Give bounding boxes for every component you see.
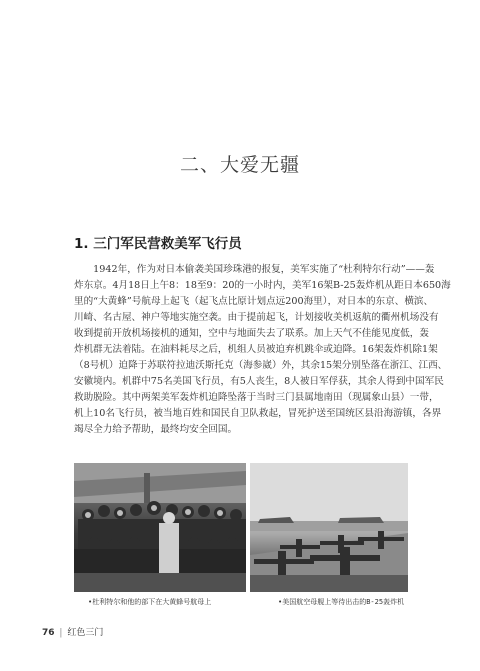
book-title: 红色三门	[67, 628, 104, 638]
body-line: 炸机群无法着陆。在油料耗尽之后，机组人员被迫弃机跳伞或迫降。16架轰炸机除1架	[74, 344, 438, 355]
body-line: （8号机）迫降于苏联符拉迪沃斯托克（海参崴）外，其余15架分别坠落在浙江、江西、	[74, 360, 448, 371]
chapter-title: 二、大爱无疆	[179, 154, 300, 176]
body-line: 1942年，作为对日本偷袭美国珍珠港的报复，美军实施了“杜利特尔行动”——轰	[74, 264, 435, 275]
body-line: 川崎、名古屋、神户等地实施空袭。由于提前起飞，计划接收美机返航的衢州机场没有	[74, 312, 439, 323]
body-line: 里的“大黄蜂”号航母上起飞（起飞点比原计划点远200海里），对日本的东京、横滨、	[74, 296, 434, 307]
body-line: 炸东京。4月18日上午8：18至9：20的一小时内，美军16架B-25轰炸机从距日本650海	[74, 280, 451, 291]
section-title: 1. 三门军民营救美军飞行员	[74, 236, 242, 252]
body-line: 机上10名飞行员，被当地百姓和国民自卫队救起，冒死护送至国统区县沿海游镇，各界	[74, 408, 442, 419]
body-line: 竭尽全力给予帮助，最终均安全回国。	[74, 424, 238, 435]
caption-left: •杜利特尔和他的部下在大黄蜂号航母上	[88, 598, 212, 606]
caption-right: •美国航空母舰上等待出击的B-25轰炸机	[278, 598, 405, 606]
carrier-photo-illustration	[250, 463, 408, 592]
body-line: 救助脱险。其中两架美军轰炸机迫降坠落于当时三门县属地南田（现属象山县）一带，	[74, 392, 439, 403]
crew-photo-illustration	[74, 463, 246, 592]
photo-b25-carrier	[250, 463, 408, 592]
body-line: 收到提前开放机场接机的通知，空中与地面失去了联系。加上天气不佳能见度低，轰	[74, 328, 429, 339]
body-line: 安徽境内。机群中75名美国飞行员，有5人丧生，8人被日军俘获，其余人得到中国军民	[74, 376, 444, 387]
body-paragraph	[74, 262, 451, 438]
page-footer	[42, 625, 103, 638]
page-number: 76	[42, 628, 55, 638]
photo-doolittle-crew	[74, 463, 246, 592]
footer-separator: |	[59, 628, 63, 638]
